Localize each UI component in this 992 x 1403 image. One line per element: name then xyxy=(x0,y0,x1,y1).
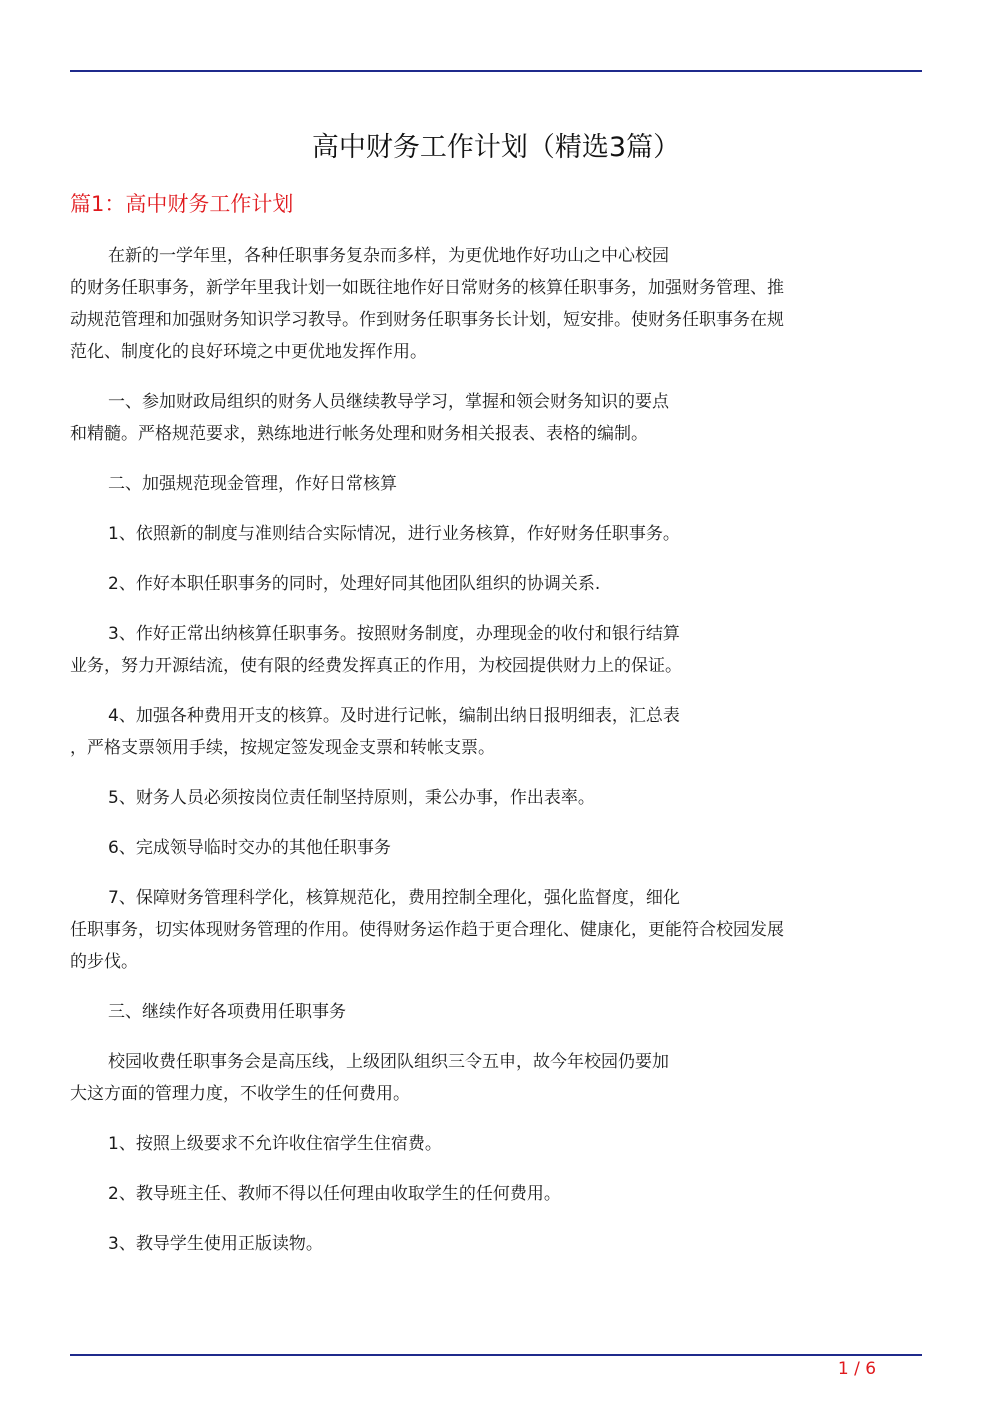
paragraph xyxy=(70,782,922,814)
paragraph-line: 在新的一学年里，各种任职事务复杂而多样，为更优地作好功山之中心校园 xyxy=(108,246,669,266)
paragraph-line: 二、加强规范现金管理，作好日常核算 xyxy=(108,474,397,494)
paragraph xyxy=(70,882,922,978)
paragraph xyxy=(70,240,922,368)
paragraph-line: 3、作好正常出纳核算任职事务。按照财务制度，办理现金的收付和银行结算 xyxy=(108,624,680,644)
paragraph-line: 三、继续作好各项费用任职事务 xyxy=(108,1002,346,1022)
paragraph-line: 大这方面的管理力度，不收学生的任何费用。 xyxy=(70,1084,410,1104)
paragraph-line: 2、教导班主任、教师不得以任何理由收取学生的任何费用。 xyxy=(108,1184,561,1204)
paragraph-line: ，严格支票领用手续，按规定签发现金支票和转帐支票。 xyxy=(70,738,495,758)
paragraph-line: 3、教导学生使用正版读物。 xyxy=(108,1234,323,1254)
paragraph-line: 2、作好本职任职事务的同时，处理好同其他团队组织的协调关系. xyxy=(108,574,601,594)
paragraph-line: 1、依照新的制度与准则结合实际情况，进行业务核算，作好财务任职事务。 xyxy=(108,524,680,544)
paragraph-line: 和精髓。严格规范要求，熟练地进行帐务处理和财务相关报表、表格的编制。 xyxy=(70,424,648,444)
paragraph xyxy=(70,1228,922,1260)
document-title: 高中财务工作计划（精选3篇） xyxy=(311,132,681,163)
paragraph xyxy=(70,700,922,764)
paragraph-line: 6、完成领导临时交办的其他任职事务 xyxy=(108,838,391,858)
top-rule xyxy=(70,70,922,72)
paragraph-line: 范化、制度化的良好环境之中更优地发挥作用。 xyxy=(70,342,427,362)
paragraph-line: 一、参加财政局组织的财务人员继续教导学习，掌握和领会财务知识的要点 xyxy=(108,392,669,412)
paragraph-line: 的步伐。 xyxy=(70,952,138,972)
page-number: 1 / 6 xyxy=(837,1359,877,1379)
paragraph-line: 动规范管理和加强财务知识学习教导。作到财务任职事务长计划，短安排。使财务任职事务在规 xyxy=(70,310,784,330)
paragraph xyxy=(70,832,922,864)
paragraph xyxy=(70,568,922,600)
paragraph-line: 5、财务人员必须按岗位责任制坚持原则，秉公办事，作出表率。 xyxy=(108,788,595,808)
paragraph-line: 业务，努力开源结流，使有限的经费发挥真正的作用，为校园提供财力上的保证。 xyxy=(70,656,682,676)
paragraph xyxy=(70,1178,922,1210)
paragraph xyxy=(70,518,922,550)
paragraph xyxy=(70,1046,922,1110)
bottom-rule xyxy=(70,1354,922,1356)
paragraph xyxy=(70,1128,922,1160)
paragraph-line: 的财务任职事务，新学年里我计划一如既往地作好日常财务的核算任职事务，加强财务管理、推 xyxy=(70,278,784,298)
section-heading: 篇1：高中财务工作计划 xyxy=(70,192,294,216)
paragraph xyxy=(70,618,922,682)
paragraph-line: 校园收费任职事务会是高压线，上级团队组织三令五申，故今年校园仍要加 xyxy=(108,1052,669,1072)
document-body xyxy=(70,240,922,1278)
paragraph-line: 7、保障财务管理科学化，核算规范化，费用控制全理化，强化监督度，细化 xyxy=(108,888,680,908)
paragraph xyxy=(70,996,922,1028)
paragraph-line: 4、加强各种费用开支的核算。及时进行记帐，编制出纳日报明细表，汇总表 xyxy=(108,706,680,726)
paragraph-line: 1、按照上级要求不允许收住宿学生住宿费。 xyxy=(108,1134,442,1154)
paragraph xyxy=(70,386,922,450)
paragraph xyxy=(70,468,922,500)
paragraph-line: 任职事务，切实体现财务管理的作用。使得财务运作趋于更合理化、健康化，更能符合校园发展 xyxy=(70,920,784,940)
